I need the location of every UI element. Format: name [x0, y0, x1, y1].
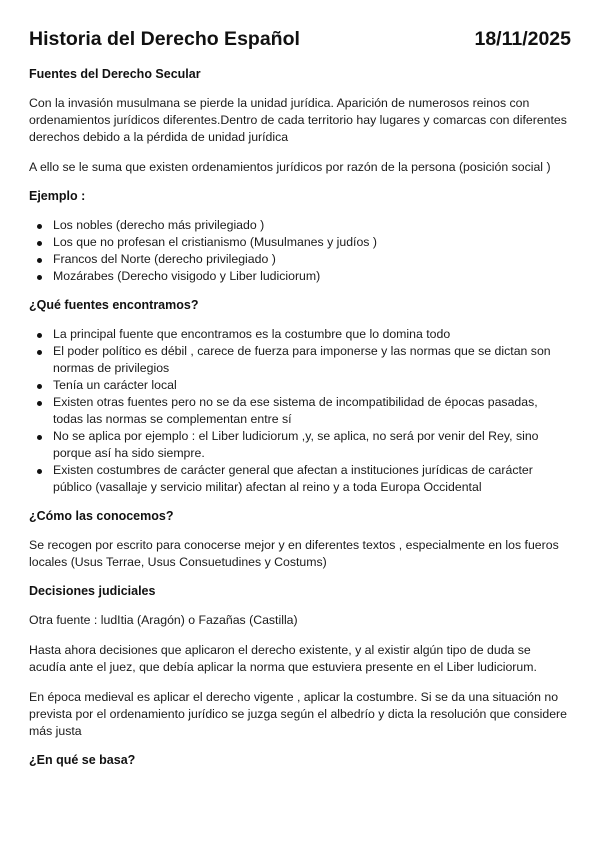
- section-heading-fuentes: Fuentes del Derecho Secular: [29, 67, 201, 81]
- section-heading-decisiones: Decisiones judiciales: [29, 584, 156, 598]
- bullet-icon: [37, 435, 42, 440]
- bullet-icon: [37, 350, 42, 355]
- list-item: [53, 217, 571, 234]
- list-item: [53, 462, 571, 496]
- document-date: 18/11/2025: [474, 28, 571, 50]
- section-heading-como: ¿Cómo las conocemos?: [29, 509, 174, 523]
- paragraph: A ello se le suma que existen ordenamientos jurídicos por razón de la persona (posición social ): [29, 160, 551, 174]
- document-header: [29, 28, 571, 51]
- bullet-icon: [37, 275, 42, 280]
- list-item-text: Los nobles (derecho más privilegiado ): [53, 218, 265, 232]
- bullet-icon: [37, 384, 42, 389]
- bullet-icon: [37, 401, 42, 406]
- list-item-text: La principal fuente que encontramos es la costumbre que lo domina todo: [53, 327, 451, 341]
- bullet-icon: [37, 333, 42, 338]
- list-item: [53, 326, 571, 343]
- list-item-text: Existen costumbres de carácter general que afectan a instituciones jurídicas de carácter público (vasallaje y servicio militar) afectan al reino y a toda Europa Occidental: [53, 463, 533, 494]
- list-item-text: Francos del Norte (derecho privilegiado ): [53, 252, 276, 266]
- list-item: [53, 394, 571, 428]
- paragraph: En época medieval es aplicar el derecho vigente , aplicar la costumbre. Si se da una situación no prevista por el ordenamiento jurídico se juzga según el albedrío y dicta la resolución que considere más justa: [29, 690, 567, 738]
- paragraph: Otra fuente : ludItia (Aragón) o Fazañas (Castilla): [29, 613, 298, 627]
- list-item-text: No se aplica por ejemplo : el Liber ludiciorum ,y, se aplica, no será por venir del Rey, sino porque así ha sido siempre.: [53, 429, 539, 460]
- bullet-list-ejemplo: [29, 217, 571, 285]
- list-item-text: El poder político es débil , carece de fuerza para imponerse y las normas que se dictan son normas de privilegios: [53, 344, 551, 375]
- paragraph: Se recogen por escrito para conocerse mejor y en diferentes textos , especialmente en los fueros locales (Usus Terrae, Usus Consuetudines y Costums): [29, 538, 559, 569]
- list-item: [53, 428, 571, 462]
- list-item: [53, 268, 571, 285]
- list-item: [53, 343, 571, 377]
- list-item: [53, 251, 571, 268]
- paragraph: Hasta ahora decisiones que aplicaron el derecho existente, y al existir algún tipo de duda se acudía ante el juez, que debía aplicar la norma que estuviera presente en el Liber ludiciorum.: [29, 643, 537, 674]
- section-heading-en-que: ¿En qué se basa?: [29, 753, 136, 767]
- bullet-icon: [37, 241, 42, 246]
- paragraph: Con la invasión musulmana se pierde la unidad jurídica. Aparición de numerosos reinos con ordenamientos jurídicos diferentes.Dentro de cada territorio hay lugares y comarcas con diferentes derechos debido a la pérdida de unidad jurídica: [29, 96, 567, 144]
- list-item: [53, 377, 571, 394]
- section-heading-ejemplo: Ejemplo :: [29, 189, 86, 203]
- list-item-text: Mozárabes (Derecho visigodo y Liber ludiciorum): [53, 269, 321, 283]
- list-item-text: Los que no profesan el cristianismo (Musulmanes y judíos ): [53, 235, 377, 249]
- bullet-icon: [37, 469, 42, 474]
- list-item: [53, 234, 571, 251]
- document-title: Historia del Derecho Español: [29, 28, 300, 50]
- list-item-text: Existen otras fuentes pero no se da ese sistema de incompatibilidad de épocas pasadas, todas las normas se complementan entre sí: [53, 395, 538, 426]
- section-heading-que-fuentes: ¿Qué fuentes encontramos?: [29, 298, 199, 312]
- bullet-list-que-fuentes: [29, 326, 571, 496]
- bullet-icon: [37, 258, 42, 263]
- bullet-icon: [37, 224, 42, 229]
- list-item-text: Tenía un carácter local: [53, 378, 177, 392]
